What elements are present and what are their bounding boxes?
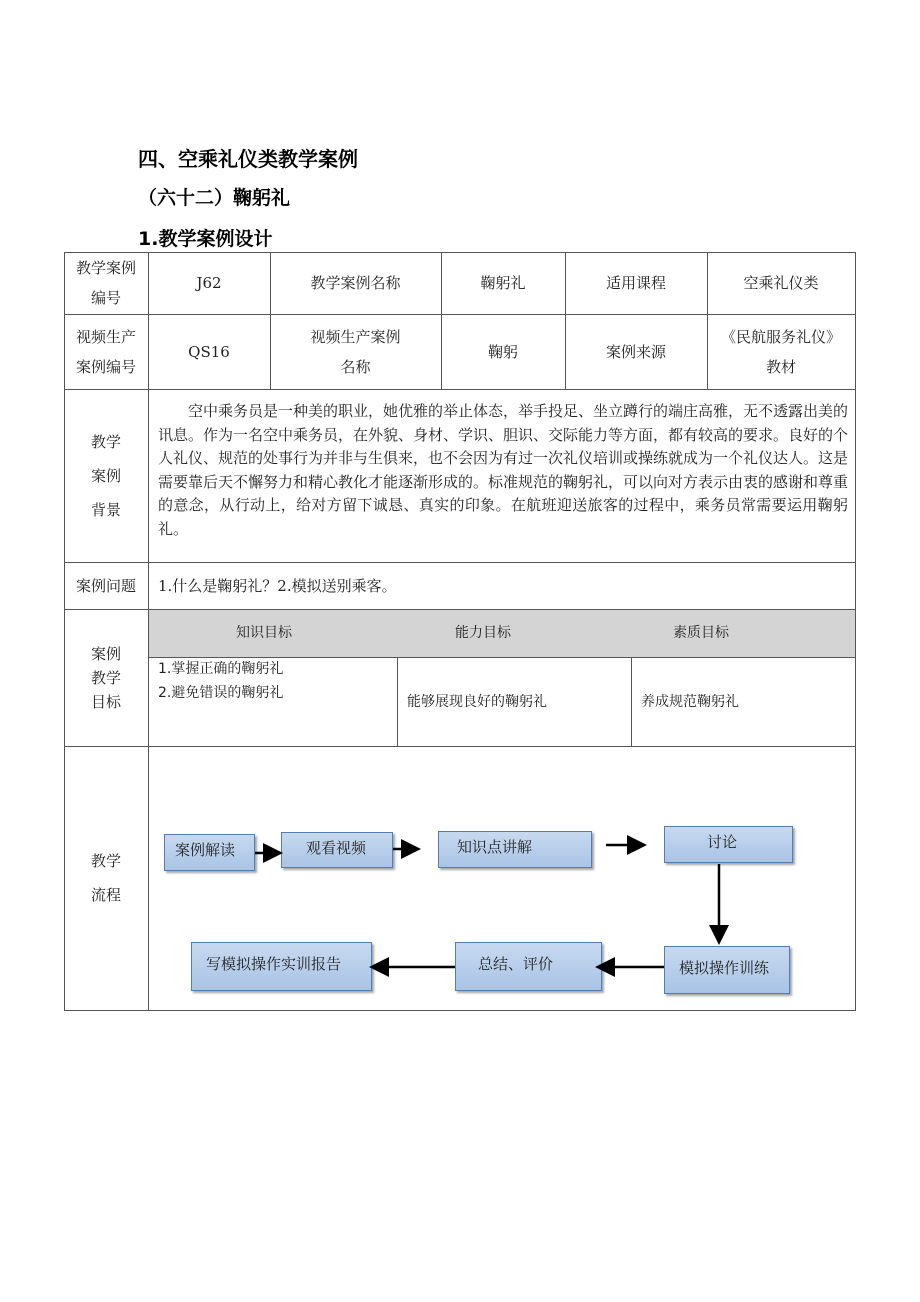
flow-step-case-reading: 案例解读 <box>164 834 255 871</box>
flow-step-write-report: 写模拟操作实训报告 <box>191 942 372 991</box>
ability-goal-header: 能力目标 <box>455 625 511 641</box>
quality-goal-header: 素质目标 <box>673 625 729 641</box>
video-case-number-label <box>64 314 148 389</box>
case-name-label: 教学案例名称 <box>310 274 401 292</box>
case-design-title: 1.教学案例设计 <box>138 228 273 250</box>
section-title: 四、空乘礼仪类教学案例 <box>138 147 358 171</box>
background-text: 空中乘务员是一种美的职业，她优雅的举止体态，举手投足、坐立蹲行的端庄高雅，无不透露出美的讯息。作为一名空中乘务员，在外貌、身材、学识、胆识、交际能力等方面，都有较高的要求。良好的个人礼仪、规范的处事行为并非与生俱来，也不会因为有过一次礼仪培训或操练就成为一个礼仪达人。这是需要靠后天不懈努力和精心教化才能逐渐形成的。标准规范的鞠躬礼，可以向对方表示由衷的感谢和尊重的意念，从行动上，给对方留下诚恳、真实的印象。在航班迎送旅客的过程中，乘务员常需要运用鞠躬礼。 <box>158 402 849 538</box>
case-number-label-line1: 教学案例 <box>75 259 136 277</box>
background-label-line2: 案例 <box>90 466 121 485</box>
goals-label-line2: 教学 <box>90 668 121 687</box>
video-case-number-label-line1: 视频生产 <box>75 327 136 346</box>
source-label: 案例来源 <box>605 342 666 361</box>
course-value: 空乘礼仪类 <box>743 274 819 292</box>
flow-step-watch-video: 观看视频 <box>281 832 393 868</box>
source-value-line1: 《民航服务礼仪》 <box>720 327 841 346</box>
case-number-value: J62 <box>196 274 222 292</box>
ability-goal: 能够展现良好的鞠躬礼 <box>407 693 547 710</box>
knowledge-goal-header: 知识目标 <box>236 625 292 641</box>
source-value <box>707 314 855 389</box>
source-value-line2: 教材 <box>765 357 796 376</box>
video-case-name-label-line1: 视频生产案例 <box>310 327 401 346</box>
video-case-number-value: QS16 <box>188 342 230 361</box>
goals-label-line3: 目标 <box>90 692 121 711</box>
flow-step-summary-evaluation: 总结、评价 <box>455 942 602 991</box>
questions-label: 案例问题 <box>75 576 136 595</box>
background-label-line1: 教学 <box>90 432 121 451</box>
questions-text: 1.什么是鞠躬礼？2.模拟送别乘客。 <box>158 576 397 595</box>
video-case-name-label-line2: 名称 <box>340 357 371 376</box>
flow-step-simulation-training: 模拟操作训练 <box>664 946 790 994</box>
background-label-line3: 背景 <box>90 500 121 519</box>
case-number-label <box>64 252 148 314</box>
goals-label-line1: 案例 <box>90 644 121 663</box>
knowledge-goal-item: 2.避免错误的鞠躬礼 <box>158 685 284 701</box>
case-number-label-line2: 编号 <box>90 289 121 307</box>
flow-label <box>64 746 148 1010</box>
flow-step-knowledge-explain: 知识点讲解 <box>438 831 592 868</box>
quality-goal: 养成规范鞠躬礼 <box>641 693 739 710</box>
video-case-name-value: 鞠躬 <box>487 342 518 361</box>
case-name-value: 鞠躬礼 <box>480 274 526 292</box>
course-label: 适用课程 <box>605 274 666 292</box>
video-case-number-label-line2: 案例编号 <box>75 357 136 376</box>
flow-label-line2: 流程 <box>90 886 121 904</box>
goals-label <box>64 609 148 746</box>
flow-label-line1: 教学 <box>90 852 121 870</box>
knowledge-goal <box>148 657 397 746</box>
background-label <box>64 389 148 562</box>
subsection-title: （六十二）鞠躬礼 <box>138 187 291 209</box>
flow-step-discussion: 讨论 <box>664 826 793 863</box>
knowledge-goal-item: 1.掌握正确的鞠躬礼 <box>158 661 284 677</box>
video-case-name-label <box>270 314 441 389</box>
